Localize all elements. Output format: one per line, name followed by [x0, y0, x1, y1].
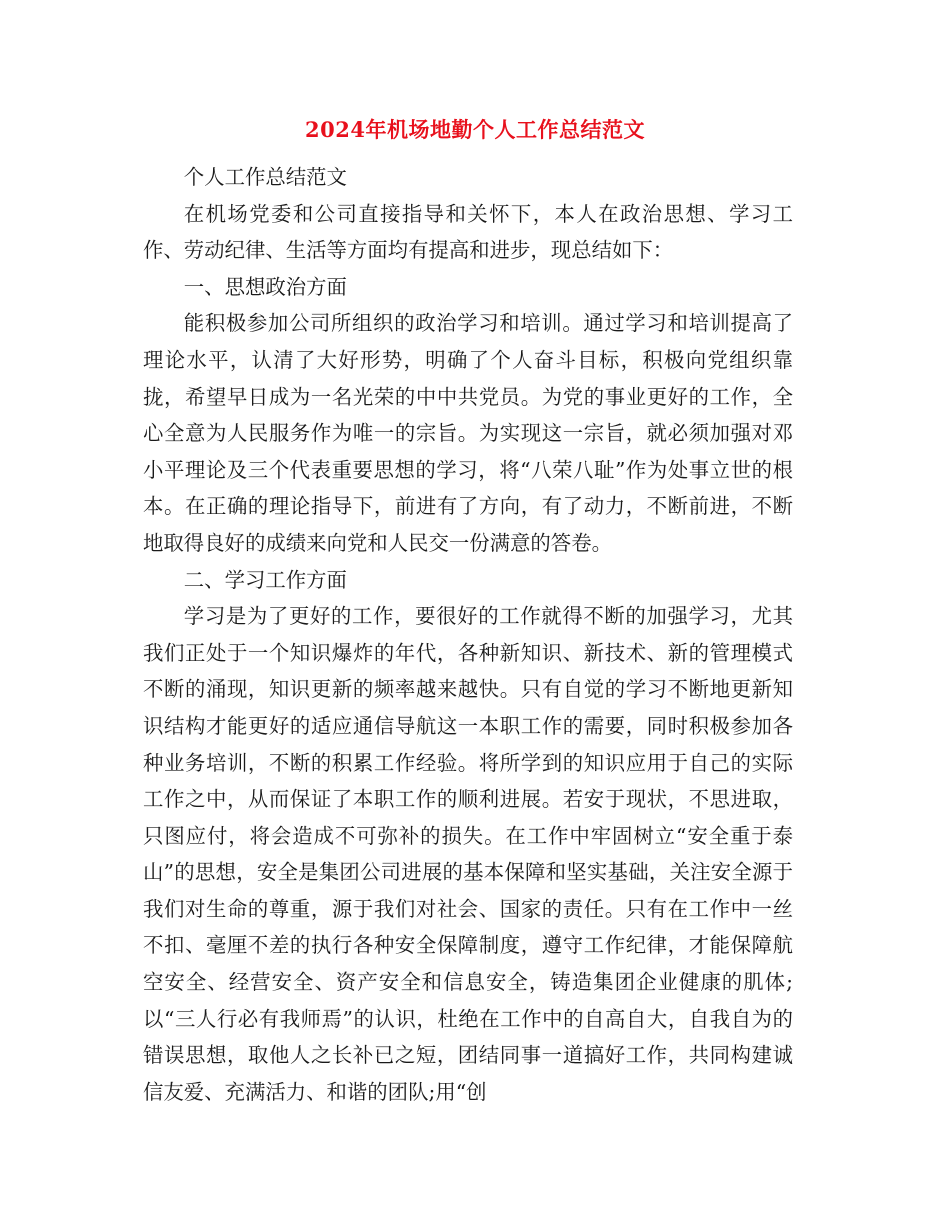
paragraph-study-work: 学习是为了更好的工作，要很好的工作就得不断的加强学习，尤其我们正处于一个知识爆炸的年代，各种新知识、新技术、新的管理模式不断的涌现，知识更新的频率越来越快。只有自觉的学习不断地更新知识结构才能更好的适应通信导航这一本职工作的需要，同时积极参加各种业务培训，不断的积累工作经验。将所学到的知识应用于自己的实际工作之中，从而保证了本职工作的顺利进展。若安于现状，不思进取，只图应付，将会造成不可弥补的损失。在工作中牢固树立“安全重于泰山”的思想，安全是集团公司进展的基本保障和坚实基础，关注安全源于我们对生命的尊重，源于我们对社会、国家的责任。只有在工作中一丝不扣、毫厘不差的执行各种安全保障制度，遵守工作纪律，才能保障航空安全、经营安全、资产安全和信息安全，铸造集团企业健康的肌体;以“三人行必有我师焉”的认识，杜绝在工作中的自高自大，自我自为的错误思想，取他人之长补已之短，团结同事一道搞好工作，共同构建诚信友爱、充满活力、和谐的团队;用“创: [143, 604, 793, 1104]
paragraph-ideology: 能积极参加公司所组织的政治学习和培训。通过学习和培训提高了理论水平，认清了大好形势，明确了个人奋斗目标，积极向党组织靠拢，希望早日成为一名光荣的中中共党员。为党的事业更好的工作，全心全意为人民服务作为唯一的宗旨。为实现这一宗旨，就必须加强对邓小平理论及三个代表重要思想的学习，将“八荣八耻”作为处事立世的根本。在正确的理论指导下，前进有了方向，有了动力，不断前进，不断地取得良好的成绩来向党和人民交一份满意的答卷。: [143, 311, 793, 555]
paragraph-subtitle: 个人工作总结范文: [183, 165, 347, 189]
paragraph-intro: 在机场党委和公司直接指导和关怀下，本人在政治思想、学习工作、劳动纪律、生活等方面均有提高和进步，现总结如下：: [143, 201, 793, 263]
document-body: [143, 159, 793, 1110]
section-heading-ideology: 一、思想政治方面: [183, 274, 347, 299]
document-title: 2024年机场地勤个人工作总结范文: [305, 117, 645, 142]
section-heading-study-work: 二、学习工作方面: [183, 567, 347, 592]
